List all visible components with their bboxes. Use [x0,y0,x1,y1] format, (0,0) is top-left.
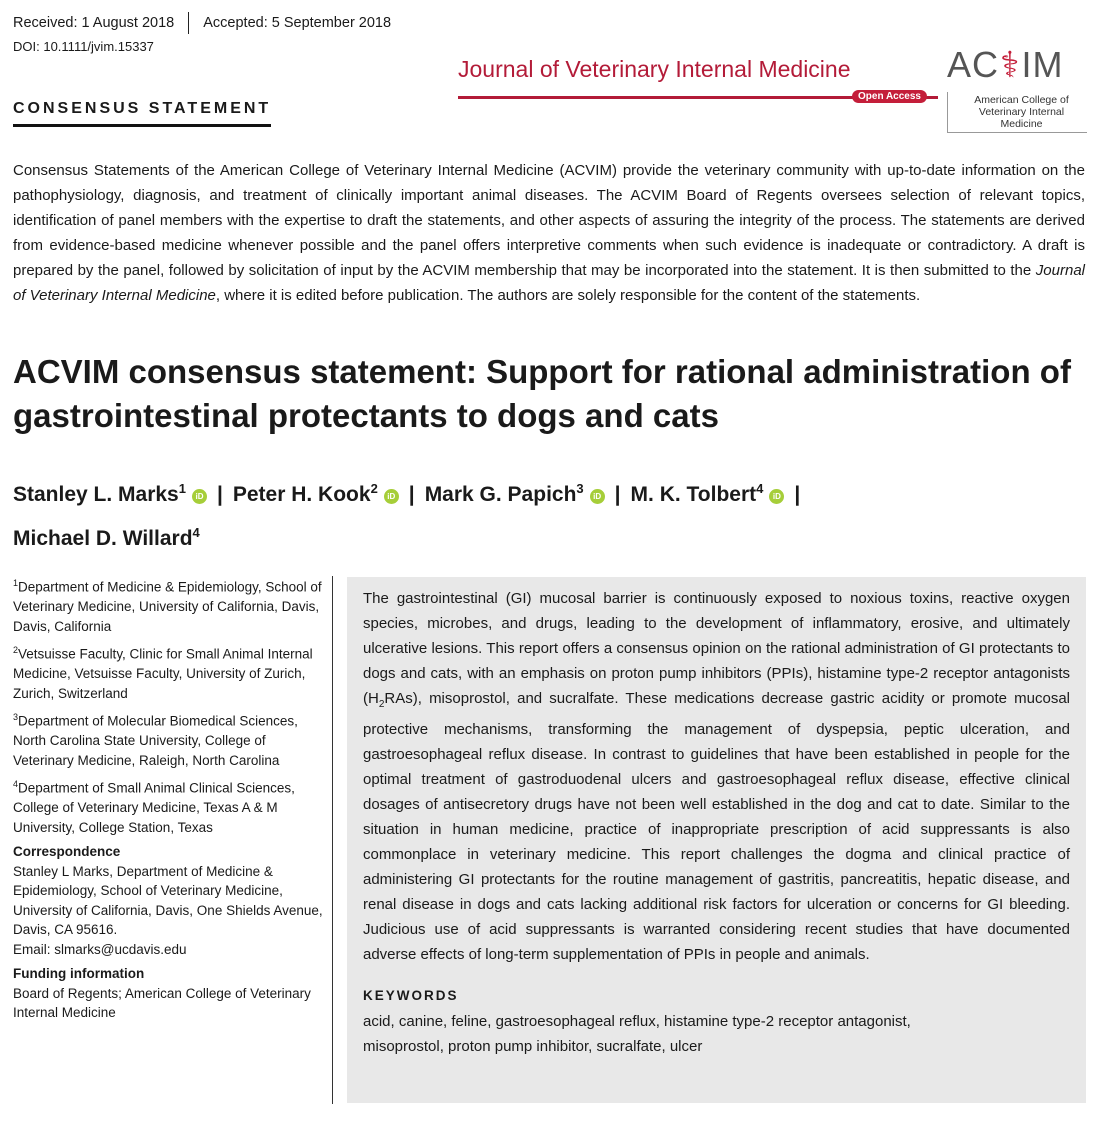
logo-letters-a: AC [947,44,1000,85]
author [233,483,399,506]
affiliation [13,574,323,636]
affiliation-text: Department of Small Animal Clinical Sciences, College of Veterinary Medicine, Texas A & M University, College Station, Texas [13,780,295,835]
affiliation-text: Department of Molecular Biomedical Sciences, North Carolina State University, College of Veterinary Medicine, Raleigh, North Carolina [13,713,298,768]
keywords-heading: KEYWORDS [363,988,459,1003]
intro-journal-name: Journal of Veterinary Internal Medicine [13,262,1085,304]
intro-text-a: Consensus Statements of the American College of Veterinary Internal Medicine (ACVIM) provide the veterinary community with up-to-date information on the pathophysiology, diagnosis, and treatment of clinically important animal diseases. The ACVIM Board of Regents oversees selection of relevant topics, identification of panel members with the expertise to draft the statements, and other aspects of assuring the integrity of the process. The statements are derived from evidence-based medicine whenever possible and the panel offers interpretive comments when such evidence is inadequate or contradictory. A draft is prepared by the panel, followed by solicitation of input by the ACVIM membership that may be incorporated into the statement. It is then submitted to the [13,162,1085,279]
correspondence-text [13,862,323,960]
accepted-date: Accepted: 5 September 2018 [203,15,392,31]
funding-heading: Funding information [13,966,145,981]
funding-text: Board of Regents; American College of Veterinary Internal Medicine [13,985,311,1020]
logo-letters-b: IM [1021,44,1064,85]
article-title: ACVIM consensus statement: Support for rational administration of gastrointestinal protectants to dogs and cats [13,353,1071,434]
logo-caption-line-1: American College of [974,94,1069,106]
affiliation-text: Vetsuisse Faculty, Clinic for Small Animal Internal Medicine, Vetsuisse Faculty, University of Zurich, Zurich, Switzerland [13,646,313,701]
orcid-icon[interactable]: iD [590,489,605,504]
abstract-part-1: The gastrointestinal (GI) mucosal barrier is continuously exposed to noxious toxins, reactive oxygen species, microbes, and drugs, leading to the development of inflammatory, erosive, and ultimately ulcerative lesions. This report offers a consensus opinion on the rational administration of GI protectants to dogs and cats, with an emphasis on proton pump inhibitors (PPIs), histamine type-2 receptor antagonists (H [363,590,1070,707]
logo-caption-line-2: Veterinary Internal Medicine [978,106,1065,130]
logo-caption [947,92,1087,133]
date-divider [188,12,189,34]
author-separator: | [408,483,415,506]
abstract-part-2: RAs), misoprostol, and sucralfate. These medications decrease gastric acidity or promote mucosal protective mechanisms, transforming the management of dyspepsia, peptic ulceration, and gastroesophageal reflux disease. In contrast to guidelines that have been established in people for the optimal treatment of gastroduodenal ulcers and gastroesophageal reflux disease, effective clinical dosages of antisecretory drugs have not been well established in the dog and cat to date. Similar to the situation in human medicine, practice of inappropriate prescription of acid suppressants is also commonplace in veterinary medicine. This report challenges the dogma and clinical practice of administering GI protectants for the routine management of gastritis, pancreatitis, hepatic disease, and renal disease in dogs and cats lacking additional risk factors for ulceration or concerns for GI bleeding. Judicious use of acid suppressants is warranted considering recent studies that have documented adverse effects of long-term supplementation of PPIs in people and animals. [363,690,1070,963]
correspondence-address: Stanley L Marks, Department of Medicine & Epidemiology, School of Veterinary Medicine, University of California, Davis, One Shields Avenue, Davis, CA 95616. [13,863,323,937]
acvim-logo [947,44,1087,130]
author-name: Michael D. Willard [13,527,193,550]
abstract-subscript: 2 [378,699,385,710]
author-affiliation: 4 [756,481,764,496]
orcid-icon[interactable]: iD [384,489,399,504]
correspondence-email[interactable]: Email: slmarks@ucdavis.edu [13,941,187,957]
affiliation-number: 2 [13,645,19,655]
author [631,483,785,506]
keywords-list: acid, canine, feline, gastroesophageal reflux, histamine type-2 receptor antagonist, misoprostol, proton pump inhibitor, sucralfate, ulcer [363,1013,911,1055]
affiliation [13,775,323,837]
logo-mark [947,44,1087,86]
column-divider [332,576,333,1104]
author [13,483,207,506]
author-separator: | [794,483,801,506]
author-affiliation: 2 [370,481,378,496]
article-dates [13,12,391,34]
doi[interactable]: DOI: 10.1111/jvim.15337 [13,39,154,54]
affiliation [13,641,323,703]
author-affiliation: 1 [178,481,186,496]
affiliation-number: 4 [13,779,19,789]
received-date: Received: 1 August 2018 [13,15,175,31]
abstract-text [363,586,1070,967]
section-label: CONSENSUS STATEMENT [13,100,271,127]
intro-text-b: , where it is edited before publication. The authors are solely responsible for the content of the statements. [215,287,921,304]
author-affiliation: 4 [192,525,200,540]
author-list [13,470,1085,558]
author-name: M. K. Tolbert [630,483,757,506]
author-separator: | [216,483,223,506]
caduceus-icon: ⚕ [1000,44,1021,85]
abstract-box [347,577,1086,1103]
affiliation-text: Department of Medicine & Epidemiology, School of Veterinary Medicine, University of California, Davis, Davis, California [13,579,322,634]
article-info-column [13,574,323,1028]
correspondence-heading: Correspondence [13,844,121,859]
affiliation-number: 3 [13,712,19,722]
author-name: Stanley L. Marks [13,483,179,506]
orcid-icon[interactable]: iD [769,489,784,504]
open-access-badge: Open Access [852,90,927,103]
intro-paragraph [13,158,1085,308]
affiliation [13,708,323,770]
journal-name[interactable]: Journal of Veterinary Internal Medicine [458,56,851,82]
affiliation-number: 1 [13,578,19,588]
author [13,527,200,550]
author [425,483,605,506]
author-affiliation: 3 [576,481,584,496]
orcid-icon[interactable]: iD [192,489,207,504]
author-name: Mark G. Papich [424,483,577,506]
author-name: Peter H. Kook [232,483,371,506]
author-separator: | [614,483,621,506]
